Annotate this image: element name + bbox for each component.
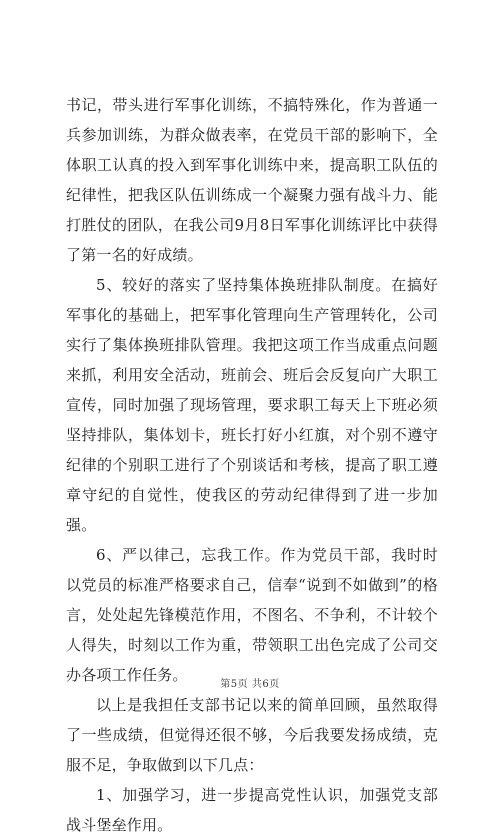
document-body xyxy=(66,90,438,840)
paragraph-continuation: 书记，带头进行军事化训练，不搞特殊化，作为普通一兵参加训练，为群众做表率，在党员干部的影响下，全体职工认真的投入到军事化训练中来，提高职工队伍的纪律性，把我区队伍训练成一个凝聚力强有战斗力、能打胜仗的团队，在我公司9月8日军事化训练评比中获得了第一名的好成绩。 xyxy=(66,96,438,264)
paragraph-item-1: 1、加强学习，进一步提高党性认识，加强党支部战斗堡垒作用。 xyxy=(66,786,438,834)
paragraph-item-5: 5、较好的落实了坚持集体换班排队制度。在搞好军事化的基础上，把军事化管理向生产管理转化，公司实行了集体换班排队管理。我把这项工作当成重点问题来抓，利用安全活动，班前会、班后会反复向广大职工宣传，同时加强了现场管理，要求职工每天上下班必须坚持排队，集体划卡，班长打好小红旗，对个别不遵守纪律的个别职工进行了个别谈话和考核，提高了职工遵章守纪的自觉性，使我区的劳动纪律得到了进一步加强。 xyxy=(66,276,438,534)
page-number-footer: 第5页 共6页 xyxy=(220,679,280,690)
paragraph-item-6: 6、严以律己，忘我工作。作为党员干部，我时时以党员的标准严格要求自己，信奉“说到不如做到”的格言，处处起先锋模范作用，不图名、不争利，不计较个人得失，时刻以工作为重，带领职工出色完成了公司交办各项工作任务。 xyxy=(66,546,438,684)
paragraph-summary: 以上是我担任支部书记以来的简单回顾，虽然取得了一些成绩，但觉得还很不够，今后我要发扬成绩，克服不足，争取做到以下几点： xyxy=(66,696,438,774)
